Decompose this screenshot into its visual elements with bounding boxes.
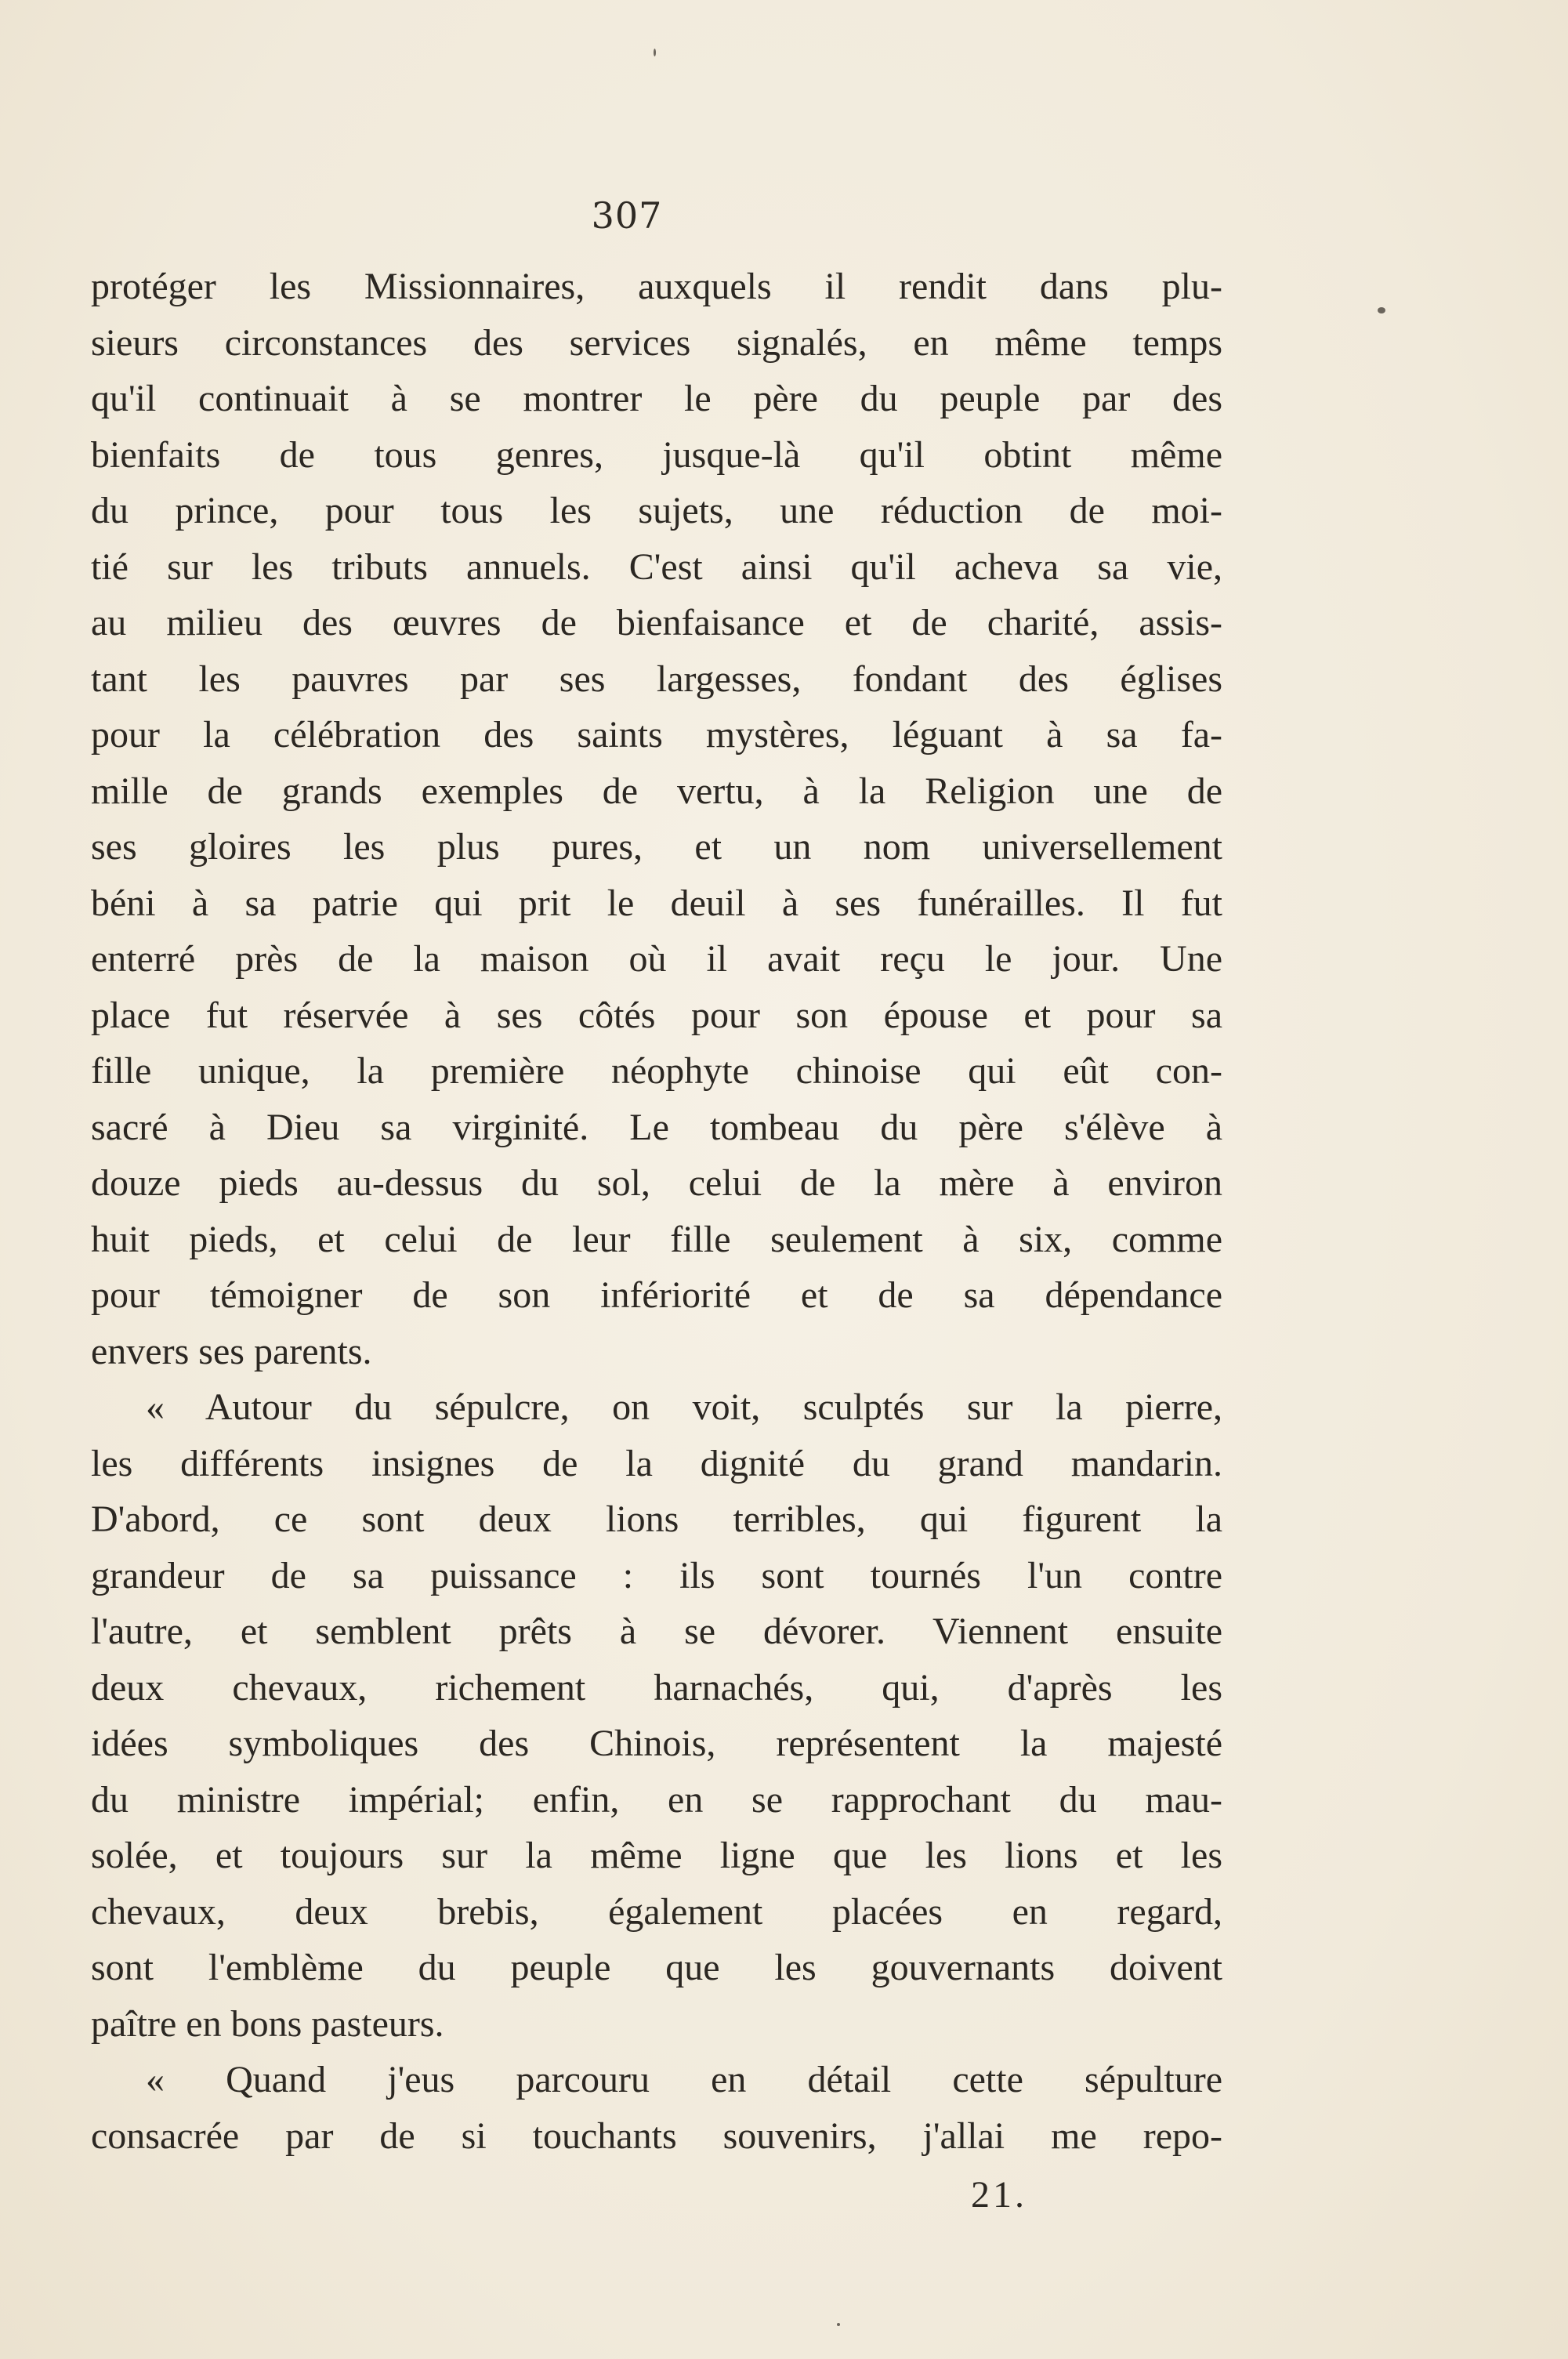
text-line: ses gloires les plus pures, et un nom universellement — [91, 826, 1222, 868]
paragraph-end-line: envers ses parents. — [91, 1330, 372, 1372]
text-line: solée, et toujours sur la même ligne que les lions et les — [91, 1835, 1222, 1876]
paragraph-start-line: « Quand j'eus parcouru en détail cette sépulture — [146, 2059, 1222, 2100]
text-line: idées symboliques des Chinois, représentent la majesté — [91, 1723, 1222, 1764]
text-line: pour la célébration des saints mystères, léguant à sa fa- — [91, 714, 1222, 756]
paper-speck — [654, 49, 656, 56]
text-line: mille de grands exemples de vertu, à la Religion une de — [91, 770, 1222, 812]
page-number: 307 — [591, 194, 663, 237]
text-line: deux chevaux, richement harnachés, qui, d'après les — [91, 1666, 1222, 1709]
text-line: grandeur de sa puissance : ils sont tournés l'un contre — [91, 1554, 1222, 1596]
paragraph-end-line: paître en bons pasteurs. — [91, 2002, 444, 2045]
text-line: pour témoigner de son infériorité et de sa dépendance — [91, 1274, 1222, 1316]
text-line: bienfaits de tous genres, jusque-là qu'il obtint même — [91, 433, 1222, 476]
text-line: protéger les Missionnaires, auxquels il rendit dans plu- — [91, 266, 1222, 307]
text-line: huit pieds, et celui de leur fille seulement à six, comme — [91, 1218, 1222, 1260]
text-line: place fut réservée à ses côtés pour son épouse et pour sa — [91, 994, 1222, 1036]
paper-speck — [837, 2323, 840, 2326]
text-line: les différents insignes de la dignité du grand mandarin. — [91, 1442, 1222, 1484]
text-line: du ministre impérial; enfin, en se rapprochant du mau- — [91, 1778, 1222, 1821]
text-line: qu'il continuait à se montrer le père du peuple par des — [91, 378, 1222, 419]
text-line: au milieu des œuvres de bienfaisance et de charité, assis- — [91, 602, 1222, 643]
text-line: tié sur les tributs annuels. C'est ainsi qu'il acheva sa vie, — [91, 545, 1222, 588]
paper-speck — [1378, 307, 1385, 313]
text-line: du prince, pour tous les sujets, une réduction de moi- — [91, 490, 1222, 531]
text-line: enterré près de la maison où il avait reçu le jour. Une — [91, 938, 1222, 980]
text-line: sieurs circonstances des services signalés, en même temps — [91, 321, 1222, 364]
text-line: douze pieds au-dessus du sol, celui de la mère à environ — [91, 1162, 1222, 1204]
text-line: sont l'emblème du peuple que les gouvernants doivent — [91, 1947, 1222, 1988]
text-line: tant les pauvres par ses largesses, fondant des églises — [91, 658, 1222, 700]
text-line: fille unique, la première néophyte chinoise qui eût con- — [91, 1050, 1222, 1092]
text-line: D'abord, ce sont deux lions terribles, qui figurent la — [91, 1498, 1222, 1540]
text-line: consacrée par de si touchants souvenirs, j'allai me repo- — [91, 2114, 1222, 2157]
text-line: sacré à Dieu sa virginité. Le tombeau du père s'élève à — [91, 1106, 1222, 1148]
signature-mark: 21. — [971, 2174, 1027, 2216]
paragraph-start-line: « Autour du sépulcre, on voit, sculptés sur la pierre, — [146, 1386, 1222, 1428]
text-line: l'autre, et semblent prêts à se dévorer. Viennent ensuite — [91, 1611, 1222, 1652]
text-line: béni à sa patrie qui prit le deuil à ses funérailles. Il fut — [91, 882, 1222, 924]
text-line: chevaux, deux brebis, également placées en regard, — [91, 1890, 1222, 1933]
body-text — [91, 259, 1222, 2164]
